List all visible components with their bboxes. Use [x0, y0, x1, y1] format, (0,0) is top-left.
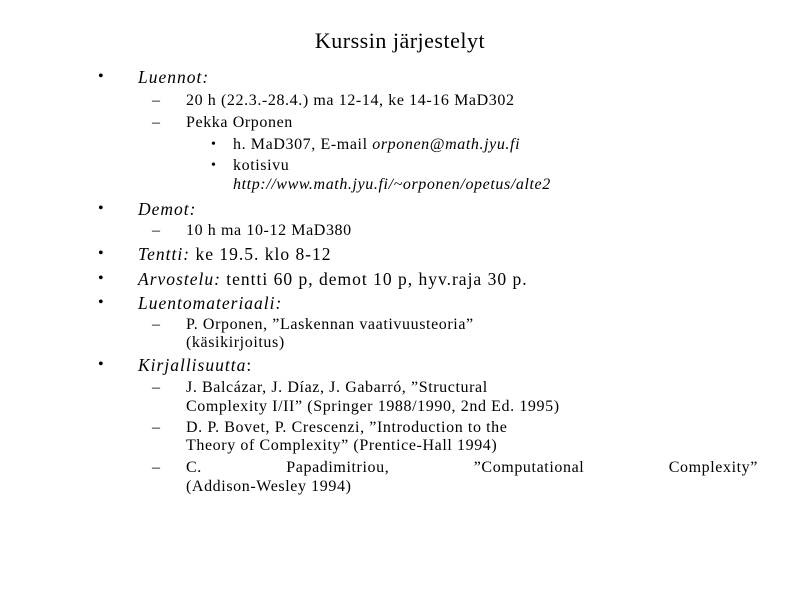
tentti-label: Tentti: [138, 244, 191, 264]
slide-title: Kurssin järjestelyt [314, 28, 486, 53]
ref2-line1: D. P. Bovet, P. Crescenzi, ”Introduction to the [186, 419, 508, 436]
bullet-icon: • [98, 356, 104, 373]
arvostelu-text: tentti 60 p, demot 10 p, hyv.raja 30 p. [220, 269, 528, 289]
homepage-label: kotisivu [233, 157, 290, 174]
dash-icon: – [152, 316, 160, 333]
ref3-word: C. [186, 459, 202, 476]
bullet-icon: • [98, 245, 104, 262]
bullet-icon: • [98, 200, 104, 217]
luennot-time: 20 h (22.3.-28.4.) ma 12-14, ke 14-16 MaD302 [186, 92, 515, 109]
email-link[interactable]: orponen@math.jyu.fi [372, 136, 521, 153]
bullet-icon: • [211, 158, 216, 173]
demot-label: Demot: [138, 199, 197, 219]
luentomateriaali-line2: (käsikirjoitus) [186, 334, 285, 351]
arvostelu-line [138, 269, 528, 290]
ref1-line1: J. Balcázar, J. Díaz, J. Gabarró, ”Structural [186, 379, 488, 396]
ref3-word: Papadimitriou, [286, 459, 390, 476]
bullet-icon: • [98, 270, 104, 287]
bullet-icon: • [211, 137, 216, 152]
dash-icon: – [152, 419, 160, 436]
luennot-contact [233, 136, 520, 154]
dash-icon: – [152, 114, 160, 131]
bullet-icon: • [98, 68, 104, 85]
homepage-link[interactable]: http://www.math.jyu.fi/~orponen/opetus/alte2 [233, 176, 551, 193]
ref3-word: ”Computational [473, 459, 585, 476]
ref1-line2: Complexity I/II” (Springer 1988/1990, 2nd Ed. 1995) [186, 398, 560, 415]
ref3-line2: (Addison-Wesley 1994) [186, 478, 352, 495]
kirjallisuutta-line [138, 355, 252, 376]
tentti-line [138, 244, 332, 265]
kirjallisuutta-colon: : [246, 355, 253, 375]
ref2-line2: Theory of Complexity” (Prentice-Hall 1994) [186, 437, 498, 454]
luennot-lecturer: Pekka Orponen [186, 114, 293, 131]
dash-icon: – [152, 92, 160, 109]
luentomateriaali-label: Luentomateriaali: [138, 293, 283, 313]
luentomateriaali-line1: P. Orponen, ”Laskennan vaativuusteoria” [186, 316, 474, 333]
ref3-word: Complexity” [668, 459, 758, 476]
dash-icon: – [152, 222, 160, 239]
dash-icon: – [152, 459, 160, 476]
arvostelu-label: Arvostelu: [138, 269, 221, 289]
bullet-icon: • [98, 294, 104, 311]
ref3-line1 [186, 459, 758, 477]
kirjallisuutta-label: Kirjallisuutta [138, 355, 247, 375]
contact-prefix: h. MaD307, E-mail [233, 136, 373, 153]
luennot-label: Luennot: [138, 67, 210, 87]
tentti-text: ke 19.5. klo 8-12 [190, 244, 332, 264]
dash-icon: – [152, 379, 160, 396]
demot-time: 10 h ma 10-12 MaD380 [186, 222, 352, 239]
